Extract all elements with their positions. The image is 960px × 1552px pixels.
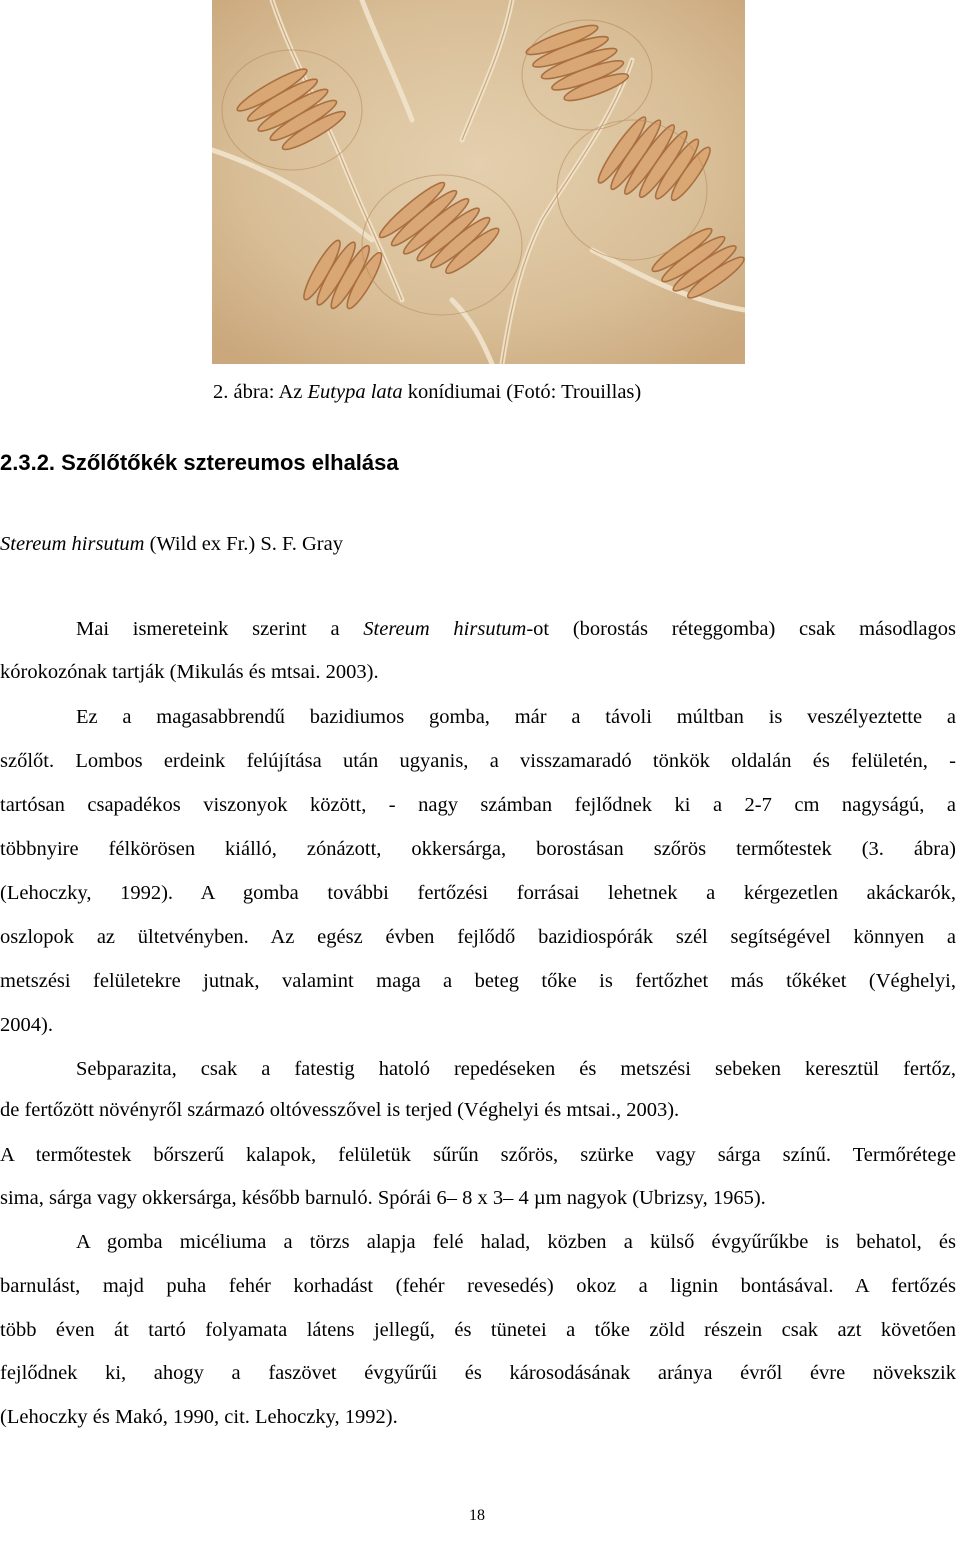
paragraph2-line: metszési felületekre jutnak, valamint maga a beteg tőke is fertőzhet más tőkéket (Véghelyi, <box>0 970 956 992</box>
paragraph5-line: A gomba micéliuma a törzs alapja felé halad, közben a külső évgyűrűkbe is behatol, és <box>76 1231 956 1253</box>
paragraph1-line2: kórokozónak tartják (Mikulás és mtsai. 2003). <box>0 661 379 683</box>
paragraph5-line: (Lehoczky és Makó, 1990, cit. Lehoczky, 1992). <box>0 1406 398 1428</box>
paragraph2-line: Ez a magasabbrendű bazidiumos gomba, már a távoli múltban is veszélyeztette a <box>76 706 956 728</box>
page-number: 18 <box>469 1507 485 1524</box>
paragraph4-line: A termőtestek bőrszerű kalapok, felületük sűrűn szőrös, szürke vagy sárga színű. Termőrétege <box>0 1144 956 1166</box>
paragraph2-line: tartósan csapadékos viszonyok között, - nagy számban fejlődnek ki a 2-7 cm nagyságú, a <box>0 794 956 816</box>
paragraph4-line: sima, sárga vagy okkersárga, később barnuló. Spórái 6– 8 x 3– 4 µm nagyok (Ubrizsy, 1965). <box>0 1187 766 1209</box>
paragraph2-line: szőlőt. Lombos erdeink felújítása után ugyanis, a visszamaradó tönkök oldalán és felületén, - <box>0 750 956 772</box>
paragraph1-line1: Mai ismereteink szerint a Stereum hirsutum-ot (borostás réteggomba) csak másodlagos <box>76 618 956 640</box>
paragraph2-line: (Lehoczky, 1992). A gomba további fertőzési forrásai lehetnek a kérgezetlen akáckarók, <box>0 882 956 904</box>
paragraph3-line: de fertőzött növényről származó oltóvesszővel is terjed (Véghelyi és mtsai., 2003). <box>0 1099 680 1121</box>
figure-caption: 2. ábra: Az Eutypa lata konídiumai (Fotó: Trouillas) <box>213 381 642 403</box>
paragraph5-line: fejlődnek ki, ahogy a faszövet évgyűrűi és károsodásának aránya évről évre növekszik <box>0 1362 956 1384</box>
paragraph5-line: barnulást, majd puha fehér korhadást (fehér revesedés) okoz a lignin bontásával. A fertőzés <box>0 1275 956 1297</box>
species-name: Stereum hirsutum (Wild ex Fr.) S. F. Gray <box>0 533 343 555</box>
section-heading: 2.3.2. Szőlőtőkék sztereumos elhalása <box>0 450 399 475</box>
paragraph3-line: Sebparazita, csak a fatestig hatoló repedéseken és metszési sebeken keresztül fertőz, <box>76 1058 956 1080</box>
figure-photo <box>212 0 745 364</box>
caption-species: Eutypa lata <box>307 381 403 403</box>
paragraph5-line: több éven át tartó folyamata látens jellegű, és tünetei a tőke zöld részein csak azt követően <box>0 1319 956 1341</box>
paragraph2-line: többnyire félkörösen kiálló, zónázott, okkersárga, borostásan szőrös termőtestek (3. ábra) <box>0 838 956 860</box>
conidia-micrograph <box>212 0 745 364</box>
paragraph2-line: 2004). <box>0 1014 53 1036</box>
paragraph2-line: oszlopok az ültetvényben. Az egész évben fejlődő bazidiospórák szél segítségével könnyen a <box>0 926 956 948</box>
